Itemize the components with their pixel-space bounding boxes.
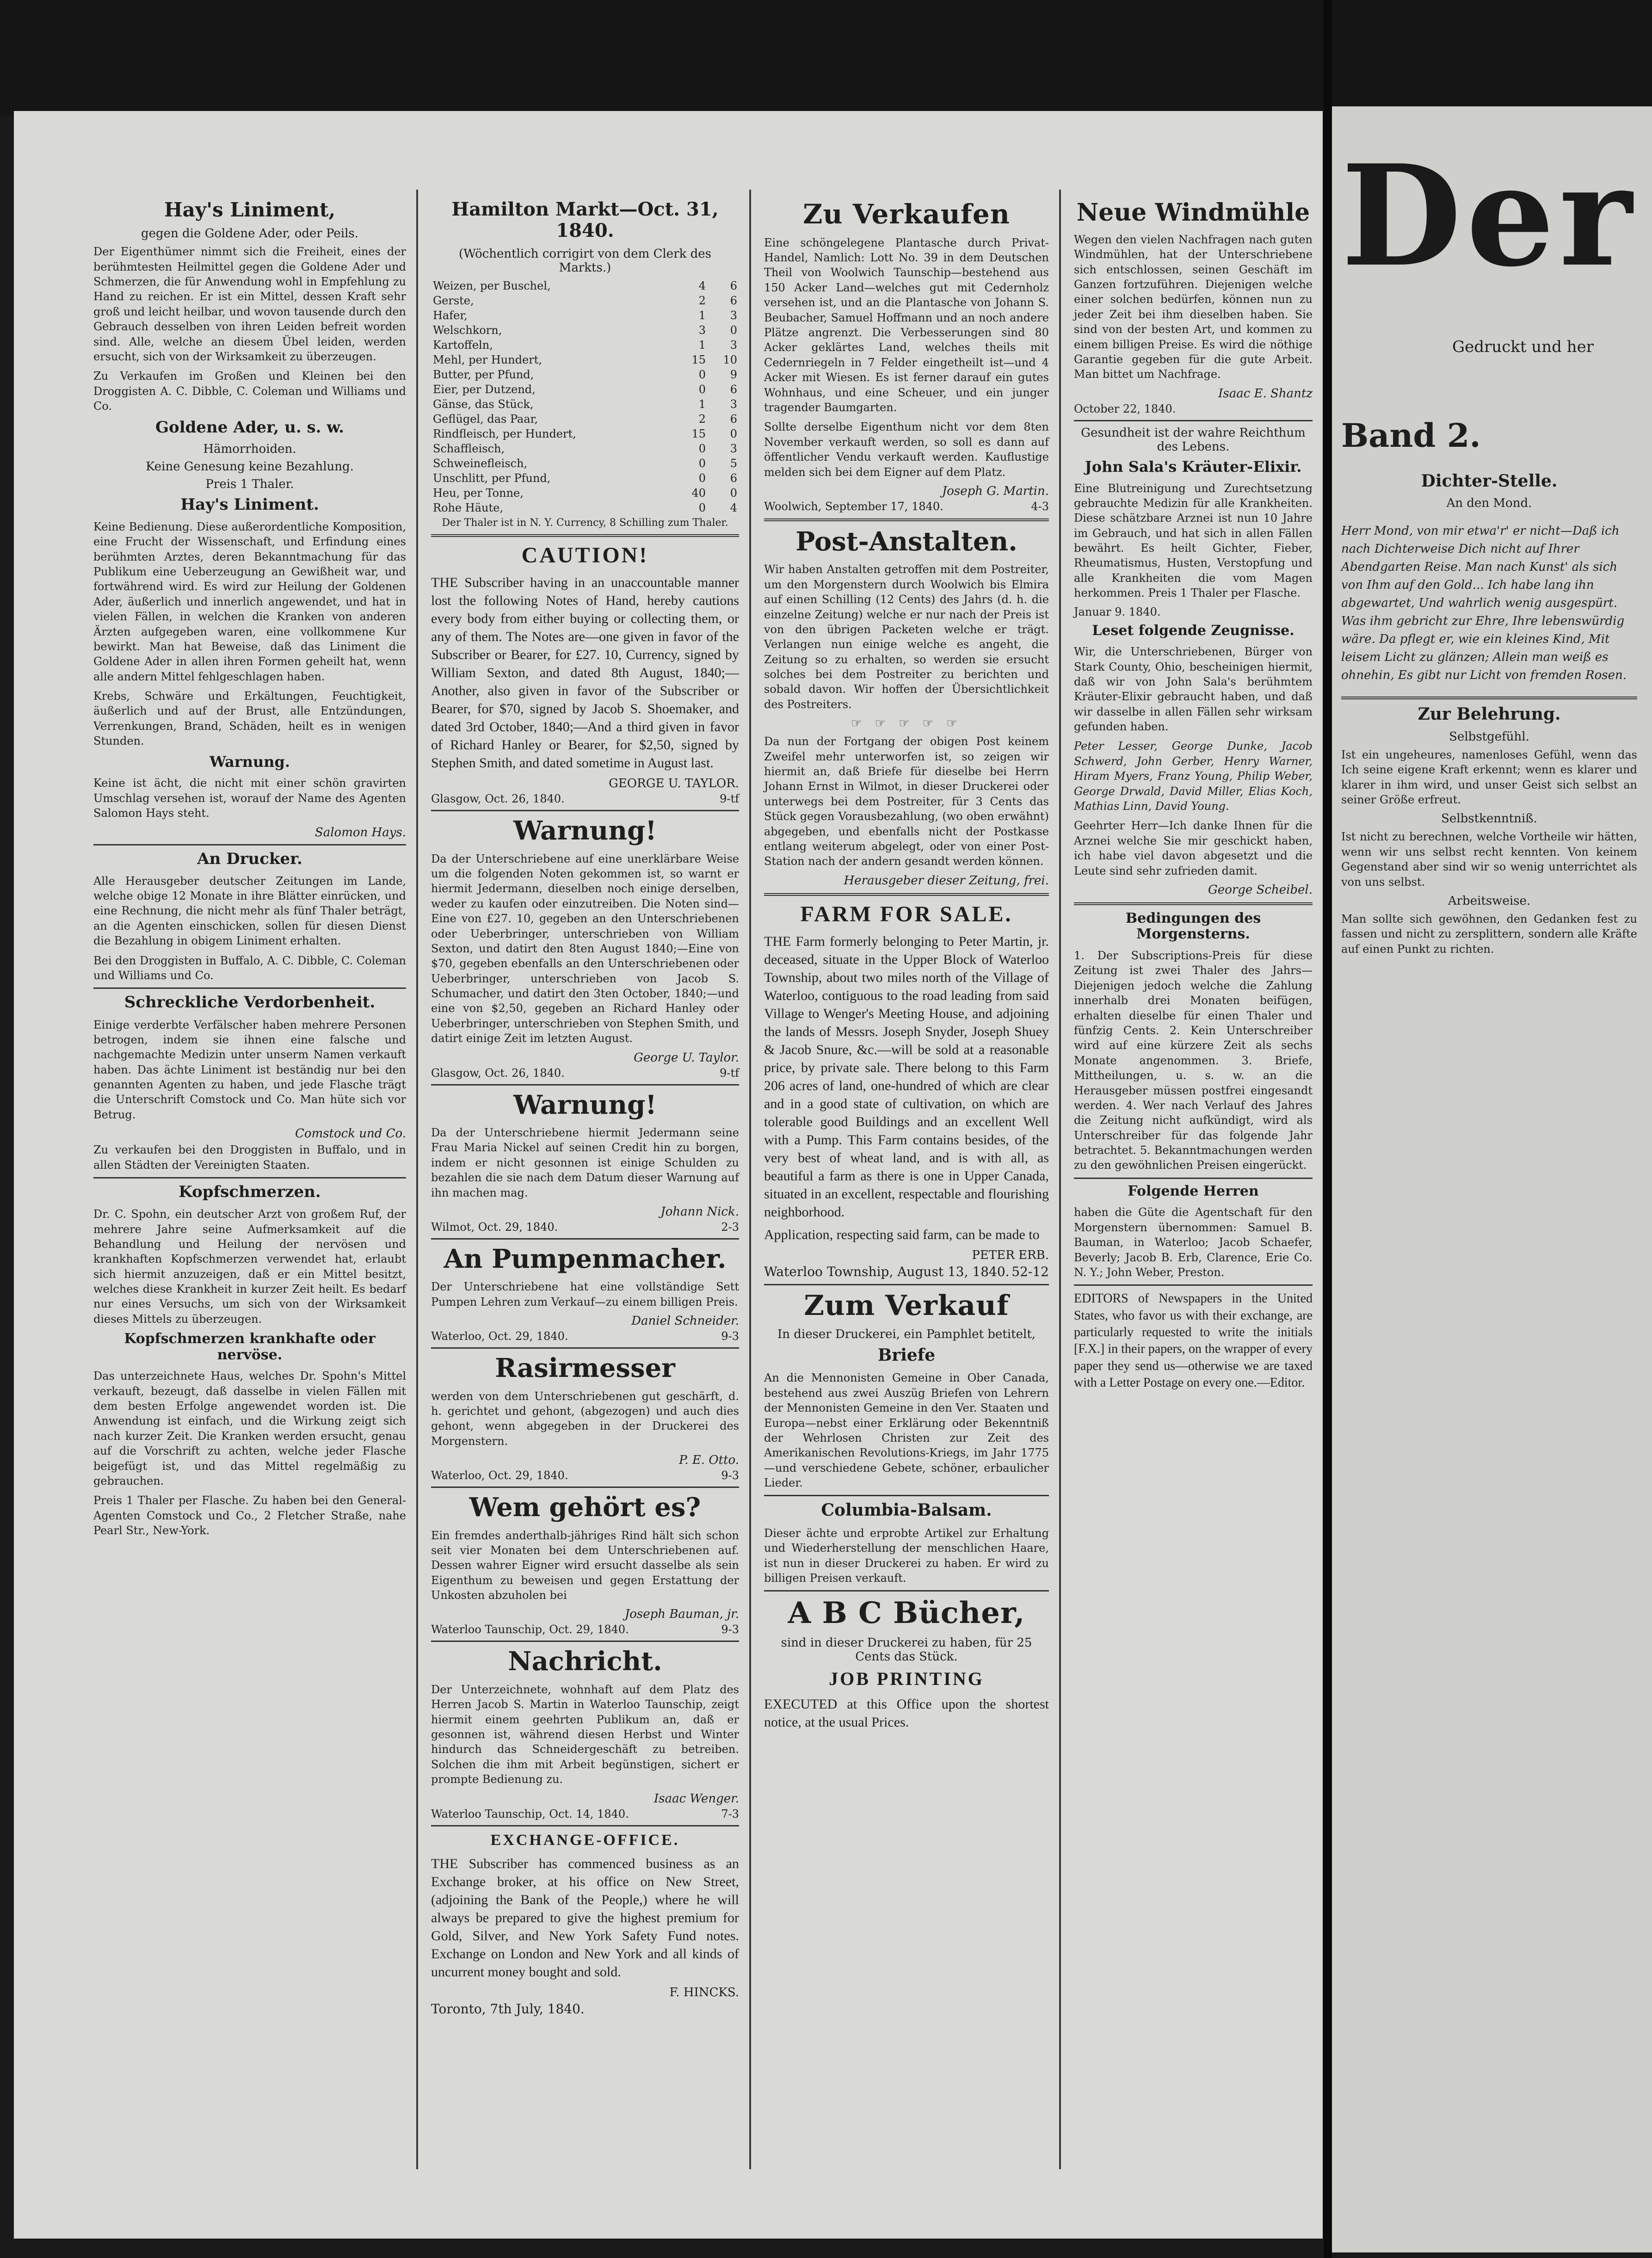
windmill-signature: Isaac E. Shantz — [1218, 386, 1313, 401]
market-price: 3 — [698, 324, 706, 337]
market-item: Kartoffeln, — [433, 339, 493, 352]
self-feeling-heading: Selbstgefühl. — [1449, 729, 1529, 744]
elixir-text: Eine Blutreinigung und Zurechtsetzung gebrauchte Medizin für alle Krankheiten. Diese schätzbare Arznei ist nun 10 Jahre im Gebrauch, und hat sich in allen Fällen bewährt. Es heilt Gichter, Fieber, Rheumatismus, Husten, Verstopfung und alle Krankheiten die vom Magen herkommen. Preis 1 Thaler per Flasche. — [1074, 481, 1313, 600]
scan-border-top — [0, 0, 1652, 116]
testimonials-heading: Leset folgende Zeugnisse. — [1092, 622, 1294, 639]
warning-1-heading: Warnung! — [513, 815, 657, 846]
hays-liniment-uses: Krebs, Schwäre und Erkältungen, Feuchtigkeit, äußerlich und auf der Brust, alle Entzündungen, Verrenkungen, Brand, Schäden, heilt es in wenigen Stunden. — [93, 690, 406, 748]
farm-for-sale-heading: FARM FOR SALE. — [800, 901, 1013, 926]
post-office-heading: Post-Anstalten. — [795, 526, 1017, 557]
for-sale-date: Woolwich, September 17, 1840. 4-3 — [764, 500, 1049, 513]
page-gutter — [1324, 0, 1332, 2258]
job-printing-text: EXECUTED at this Office upon the shortest notice, at the usual Prices. — [764, 1697, 1049, 1730]
exchange-office-heading: EXCHANGE-OFFICE. — [490, 1831, 680, 1849]
market-row — [431, 293, 739, 308]
exchange-office-text: THE Subscriber has commenced business as an Exchange broker, at his office on New Street, (adjoining the Bank of the People,) where he will always be prepared to give the highest premium for Gold, Silver, and New York Safety Fund notes. Exchange on London and New York and all kinds of uncurrent money bought and sold. — [431, 1856, 739, 1980]
hemorrhoids-label: Hämorrhoiden. — [203, 442, 296, 456]
whose-is-it-signature: Joseph Bauman, jr. — [624, 1607, 739, 1622]
warning-1-signature: George U. Taylor. — [634, 1050, 739, 1065]
market-row — [431, 471, 739, 486]
divider — [764, 1590, 1049, 1592]
windmill-text: Wegen den vielen Nachfragen nach guten Windmühlen, hat der Unterschriebene sich entschlossen, seinen Geschäft im Ganzen fortzuführen. Diejenigen welche einer solchen bedürfen, können nun zu jeder Zeit bei ihm dieselben haben. Sie sind von der besten Art, und kommen zu einem billigen Preise. Es wird die nöthige Garantie gegeben für die gute Arbeit. Man bittet um Nachfrage. — [1074, 233, 1313, 381]
market-row — [431, 382, 739, 397]
whose-is-it-text: Ein fremdes anderthalb-jähriges Rind hält sich schon seit vier Monaten bei dem Unterschriebenen auf. Dessen wahrer Eigner wird ersucht dasselbe als sein Eigenthum zu beweisen und gegen Erstattung der Unkosten abzuholen bei — [431, 1529, 739, 1602]
zum-verkauf-heading: Zum Verkauf — [804, 1289, 1009, 1322]
hays-liniment-agents: Zu Verkaufen im Großen und Kleinen bei den Droggisten A. C. Dibble, C. Coleman und Williams und Co. — [93, 370, 406, 413]
poet-corner-heading: Dichter-Stelle. — [1421, 471, 1558, 491]
market-item: Geflügel, das Paar, — [433, 413, 538, 426]
market-price: 0 — [730, 324, 737, 337]
caution-signature: GEORGE U. TAYLOR. — [609, 777, 739, 791]
market-row — [431, 367, 739, 382]
market-item: Mehl, per Hundert, — [433, 353, 542, 366]
divider — [1074, 1178, 1313, 1179]
market-price: 0 — [730, 487, 737, 500]
market-price: 0 — [698, 368, 706, 381]
market-item: Rindfleisch, per Hundert, — [433, 427, 576, 440]
market-row — [431, 352, 739, 367]
corruption-heading: Schreckliche Verdorbenheit. — [124, 993, 376, 1012]
market-note: Der Thaler ist in N. Y. Currency, 8 Schilling zum Thaler. — [442, 517, 728, 529]
corruption-text: Einige verderbte Verfälscher haben mehrere Personen betrogen, indem sie ihnen eine falsche und nachgemachte Medizin unter unserm Namen verkauft haben. Das ächte Liniment ist beständig nur bei den genannten Agenten zu haben, und jede Flasche trägt die Unterschrift Comstock und Co. Man hüte sich vor Betrug. — [93, 1018, 406, 1121]
warning-heading: Warnung. — [209, 753, 290, 771]
market-item: Hafer, — [433, 309, 468, 322]
for-sale-heading: Zu Verkaufen — [803, 198, 1010, 230]
divider — [764, 1284, 1049, 1285]
market-item: Schaffleisch, — [433, 442, 505, 455]
market-price: 0 — [698, 442, 706, 455]
masthead-title: Der — [1341, 134, 1637, 297]
market-row — [431, 441, 739, 456]
column-1 — [83, 194, 416, 1543]
market-row — [431, 397, 739, 412]
headache-text: Dr. C. Spohn, ein deutscher Arzt von großem Ruf, der mehrere Jahre seine Aufmerksamkeit auf die Behandlung und Heilung der nervösen und krankhaften Kopfschmerzen verwendet hat, erlaubt sich hiermit anzuzeigen, daß er ein Mittel besitzt, welches diese Krankheit in kurzer Zeit heilt. Es bedarf nur eines Versuchs, um sich von der Wirksamkeit dieses Mittels zu überzeugen. — [93, 1208, 406, 1326]
right-page-column — [1341, 467, 1637, 961]
market-item: Welschkorn, — [433, 324, 502, 337]
market-price: 0 — [730, 427, 737, 440]
warning-2-date: Wilmot, Oct. 29, 1840. 2-3 — [431, 1221, 739, 1234]
column-rule — [416, 190, 418, 2169]
elixir-date: Januar 9. 1840. — [1074, 605, 1161, 618]
market-item: Schweinefleisch, — [433, 457, 528, 470]
market-price: 1 — [698, 398, 706, 411]
hays-liniment-heading: Hay's Liniment, — [164, 198, 336, 221]
warning-2-signature: Johann Nick. — [660, 1205, 739, 1219]
market-row — [431, 278, 739, 293]
headache-subheading: Kopfschmerzen krankhafte oder nervöse. — [124, 1331, 376, 1363]
market-item: Unschlitt, per Pfund, — [433, 472, 551, 485]
column-rule — [1059, 190, 1061, 2169]
pump-maker-text: Der Unterschriebene hat eine vollständige Sett Pumpen Lehren zum Verkauf—zu einem billigen Preis. — [431, 1280, 739, 1308]
market-price: 1 — [698, 309, 706, 322]
divider — [764, 1495, 1049, 1496]
market-item: Butter, per Pfund, — [433, 368, 534, 381]
market-price: 6 — [730, 413, 737, 426]
market-row — [431, 323, 739, 338]
no-cure-no-pay: Keine Genesung keine Bezahlung. — [146, 459, 354, 474]
notice-date: Waterloo Taunschip, Oct. 14, 1840. 7-3 — [431, 1807, 739, 1820]
razor-signature: P. E. Otto. — [679, 1453, 739, 1468]
masthead-printed-line: Gedruckt und her — [1452, 338, 1594, 356]
elixir-intro: Gesundheit ist der wahre Reichthum des Lebens. — [1081, 426, 1306, 454]
pump-maker-heading: An Pumpenmacher. — [444, 1244, 727, 1274]
post-office-text: Wir haben Anstalten getroffen mit dem Postreiter, um den Morgenstern durch Woolwich bis Elmira auf einen Schilling (12 Cents) des Jahrs (d. h. die einzelne Zeitung) welche er nur nach der Preis ist von den übrigen Packeten welche er trägt. Verlangen nun einige welche es angeht, die Zeitung so zu erhalten, so werden sie ersucht solches bei dem Postreiter zu berichten und sobald davon. Wir hoffen der Übersichtlichkeit des Postreiters. — [764, 563, 1049, 711]
letters-heading: Briefe — [877, 1345, 936, 1365]
price-label: Preis 1 Thaler. — [205, 477, 294, 491]
market-title: Hamilton Markt—Oct. 31, 1840. — [451, 198, 719, 241]
divider — [431, 534, 739, 537]
market-row — [431, 426, 739, 441]
divider — [431, 1825, 739, 1826]
for-sale-text: Eine schöngelegene Plantasche durch Privat-Handel, Namlich: Lott No. 39 in dem Deutschen Theil von Woolwich Taunschip—bestehend aus 150 Acker Land—welches gut mit Cedernholz versehen ist, und an die Plantasche von Johann S. Beubacher, Samuel Hoffmann und an noch andere Plätze angrenzt. Die Verbesserungen sind 80 Acker geklärtes Land, welches theils mit Cedernriegeln in 7 Felder eingetheilt ist—und 4 Acker mit Wiesen. Es ist ferner darauf ein gutes Wohnhaus, und eine Scheuer, und ein junger tragender Baumgarten. — [764, 236, 1049, 414]
divider — [93, 844, 406, 845]
market-price: 0 — [698, 472, 706, 485]
instruction-heading: Zur Belehrung. — [1418, 704, 1561, 724]
market-item: Gänse, das Stück, — [433, 398, 534, 411]
sale-locations: Zu verkaufen bei den Droggisten in Buffalo, und in allen Städten der Vereinigten Staaten. — [93, 1143, 406, 1172]
market-price: 0 — [698, 457, 706, 470]
notice-text: Der Unterzeichnete, wohnhaft auf dem Platz des Herren Jacob S. Martin in Waterloo Taunschip, zeigt hiermit einem geehrten Publikum an, daß er gesonnen ist, während diesen Herbst und Winter hindurch das Schneidergeschäft zu betreiben. Solchen die ihm mit Arbeit begünstigen, sichert er prompte Bedienung zu. — [431, 1683, 739, 1786]
hays-liniment-heading-2: Hay's Liniment. — [180, 495, 319, 514]
market-price: 3 — [730, 309, 737, 322]
market-price: 15 — [691, 427, 706, 440]
agents-heading: Folgende Herren — [1128, 1183, 1259, 1199]
pump-maker-date: Waterloo, Oct. 29, 1840. 9-3 — [431, 1330, 739, 1343]
terms-heading: Bedingungen des Morgensterns. — [1125, 910, 1261, 943]
columbia-balsam-text: Dieser ächte und erprobte Artikel zur Erhaltung und Wiederherstellung der menschlichen Haare, ist nun in dieser Druckerei zu haben. Er wird zu billigen Preisen verkauft. — [764, 1526, 1049, 1585]
hays-liniment-subheading: gegen die Goldene Ader, oder Peils. — [141, 227, 359, 241]
testimonials-names: Peter Lesser, George Dunke, Jacob Schwerd, John Gerber, Henry Warner, Hiram Myers, Franz Young, Philip Weber, George Drwald, David Miller, Elias Koch, Mathias Linn, David Young. — [1074, 740, 1313, 813]
market-item: Eier, per Dutzend, — [433, 383, 536, 396]
market-item: Weizen, per Buschel, — [433, 279, 551, 292]
market-row — [431, 338, 739, 352]
market-row — [431, 500, 739, 515]
market-row — [431, 412, 739, 426]
work-method-heading: Arbeitsweise. — [1448, 894, 1531, 908]
abc-books-subheading: sind in dieser Druckerei zu haben, für 25 Cents das Stück. — [781, 1636, 1032, 1664]
market-price: 40 — [691, 487, 706, 500]
market-price: 6 — [730, 472, 737, 485]
caution-date: Glasgow, Oct. 26, 1840. 9-tf — [431, 792, 739, 806]
hays-liniment-text: Der Eigenthümer nimmt sich die Freiheit, eines der berühmtesten Heilmittel gegen die Goldene Ader und Schmerzen, die für Anwendung wohl in Empfehlung zu Hand zu reichen. Er ist ein Mittel, dessen Kraft sehr groß und leicht heilbar, und wovon tausende durch den Gebrauch desselben von ihren Leiden befreit worden sind. Alle, welche an diesem Übel leiden, werden ersucht, sich von der Wirksamkeit zu überzeugen. — [93, 245, 406, 364]
market-price: 1 — [698, 339, 706, 352]
market-price: 4 — [698, 279, 706, 292]
market-price: 0 — [698, 383, 706, 396]
warning-1-date: Glasgow, Oct. 26, 1840. 9-tf — [431, 1066, 739, 1080]
caution-heading: CAUTION! — [521, 543, 649, 568]
agents-text: haben die Güte die Agentschaft für den Morgenstern übernommen: Samuel B. Bauman, in Waterloo; Jacob Schaefer, Beverly; Jacob B. Erb, Clarence, Erie Co. N. Y.; John Weber, Preston. — [1074, 1206, 1313, 1279]
warning-text: Keine ist ächt, die nicht mit einer schön gravirten Umschlag versehen ist, worauf der Name des Agenten Salomon Hays steht. — [93, 777, 406, 820]
market-price: 6 — [730, 294, 737, 307]
market-item: Gerste, — [433, 294, 474, 307]
divider — [431, 1347, 739, 1349]
market-price: 0 — [698, 501, 706, 514]
market-row — [431, 486, 739, 500]
divider — [764, 893, 1049, 896]
divider — [431, 1487, 739, 1488]
column-3 — [754, 194, 1059, 1736]
work-method-text: Man sollte sich gewöhnen, den Gedanken fest zu fassen und nicht zu zersplittern, sondern alle Kräfte auf einen Punkt zu richten. — [1341, 912, 1637, 956]
elixir-heading: John Sala's Kräuter-Elixir. — [1085, 457, 1302, 475]
columbia-balsam-heading: Columbia-Balsam. — [821, 1500, 992, 1520]
job-printing-heading: JOB PRINTING — [829, 1668, 984, 1689]
newspaper-page-left — [14, 111, 1325, 2239]
farm-for-sale-contact: Application, respecting said farm, can be made to — [764, 1227, 1040, 1242]
notice-signature: Isaac Wenger. — [653, 1791, 739, 1806]
headache-testimonial: Das unterzeichnete Haus, welches Dr. Spohn's Mittel verkauft, bezeugt, daß dasselbe in vielen Fällen mit dem besten Erfolge angewendet worden ist. Die Anwendung ist einfach, und die Wirkung zeigt sich nach kurzer Zeit. Die Kranken werden ersucht, genau auf die Vorschrift zu achten, welche jeder Flasche beigefügt ist, und das Mittel regelmäßig zu gebrauchen. — [93, 1370, 406, 1487]
divider — [93, 1177, 406, 1178]
market-price: 4 — [730, 501, 737, 514]
divider — [93, 987, 406, 989]
market-subtitle: (Wöchentlich corrigirt von dem Clerk des Markts.) — [458, 247, 712, 275]
market-row — [431, 456, 739, 471]
razor-date: Waterloo, Oct. 29, 1840. 9-3 — [431, 1469, 739, 1482]
column-2 — [421, 194, 749, 2018]
headache-heading: Kopfschmerzen. — [179, 1183, 321, 1202]
divider — [764, 518, 1049, 521]
post-office-signature: Herausgeber dieser Zeitung, frei. — [844, 873, 1049, 888]
volume-label: Band 2. — [1341, 416, 1481, 455]
market-item: Rohe Häute, — [433, 501, 503, 514]
terms-text: 1. Der Subscriptions-Preis für diese Zeitung ist zwei Thaler des Jahrs—Diejenigen jedoch welche die Zahlung innerhalb drei Monaten beifügen, erhalten dieselbe für einen Thaler und fünfzig Cents. 2. Kein Unterschreiber wird auf eine kürzere Zeit als sechs Monate angenommen. 3. Briefe, Mittheilungen, u. s. w. an die Herausgeber müssen postfrei eingesandt werden. 4. Wer nach Verlauf des Jahres die Zeitung nicht aufkündigt, wird als Unterschreiber für das folgende Jahr betrachtet. 5. Bekanntmachungen werden zu den gewöhnlichen Preisen eingerückt. — [1074, 949, 1313, 1172]
hand-pointer-icons: ☞ ☞ ☞ ☞ ☞ — [851, 716, 962, 731]
market-price: 3 — [730, 442, 737, 455]
divider — [431, 1641, 739, 1642]
market-price: 2 — [698, 413, 706, 426]
market-price-table — [431, 278, 739, 515]
buffalo-druggists: Bei den Droggisten in Buffalo, A. C. Dibble, C. Coleman und Williams und Co. — [93, 954, 406, 982]
farm-for-sale-signature: PETER ERB. — [972, 1248, 1049, 1262]
market-price: 15 — [691, 353, 706, 366]
divider — [1074, 420, 1313, 421]
razor-text: werden von dem Unterschriebenen gut geschärft, d. h. gerichtet und gehont, (abgezogen) und auch dies gehont, wenn abgegeben in der Druckerei des Morgenstern. — [431, 1389, 739, 1448]
market-price: 6 — [730, 279, 737, 292]
testimonial-letter: Geehrter Herr—Ich danke Ihnen für die Arznei welche Sie mir geschickt haben, ich habe viel davon abgesetzt und die Leute sind sehr zufrieden damit. — [1074, 819, 1313, 877]
whose-is-it-date: Waterloo Taunschip, Oct. 29, 1840. 9-3 — [431, 1623, 739, 1636]
warning-2-text: Da der Unterschriebene hiermit Jedermann seine Frau Maria Nickel auf seinen Credit hin zu borgen, indem er nicht gesonnen ist einige Schulden zu bezahlen die sie nach dem Datum dieser Warnung auf ihn machen mag. — [431, 1126, 739, 1199]
abc-books-heading: A B C Bücher, — [788, 1596, 1025, 1631]
self-feeling-text: Ist ein ungeheures, namenloses Gefühl, wenn das Ich seine eigene Kraft erkennt; wenn es klarer und klarer in ihm wird, und unser Geist sich selbst an seiner Größe erfreut. — [1341, 748, 1637, 806]
exchange-office-signature: F. HINCKS. — [669, 1985, 739, 1999]
printers-text: Alle Herausgeber deutscher Zeitungen im Lande, welche obige 12 Monate in ihre Blätter einrücken, und eine Rechnung, die nicht mehr als fünf Thaler beträgt, an die Agenten einschicken, sollen für diesen Dienst die Bezahlung in obigem Liniment erhalten. — [93, 874, 406, 948]
market-row — [431, 308, 739, 323]
warning-1-text: Da der Unterschriebene auf eine unerklärbare Weise um die folgenden Noten gekommen ist, so warnt er hiermit Jedermann, dieselben noch einige derselben, weder zu kaufen oder einzutreiben. Die Noten sind—Eine von £27. 10, gegeben an den Unterschriebenen oder Ueberbringer, unterschrieben von William Sexton, und datirt den 8ten August 1840;—Eine von $70, gegeben ebenfalls an den Unterschriebenen oder Ueberbringer, unterschrieben von Jacob S. Schumacher, und datirt den 3ten October, 1840;—und eine von $2,50, gegeben an Richard Hanley oder Ueberbringer, unterschrieben von Stephen Smith, und datirt einige Zeit im letzten August. — [431, 852, 739, 1045]
farm-for-sale-date: Waterloo Township, August 13, 1840. 52-12 — [764, 1264, 1049, 1279]
divider — [431, 1084, 739, 1086]
column-rule — [749, 190, 751, 2169]
market-price: 5 — [730, 457, 737, 470]
market-item: Heu, per Tonne, — [433, 487, 524, 500]
poem-title: An den Mond. — [1446, 496, 1532, 511]
hays-liniment-description: Keine Bedienung. Diese außerordentliche Komposition, eine Frucht der Wissenschaft, und Erfindung eines berühmten Arztes, deren Bekanntmachung für das Publikum eine Ueberzeugung an Gewißheit war, und fortwährend wird. Es wird zur Heilung der Goldenen Ader, äußerlich und innerlich angewendet, und hat in vielen Fällen, in welchen die Kranken von anderen Ärzten aufgegeben waren, eine vollkommene Kur bewirkt. Man hat Beweise, daß das Liniment die Goldene Ader in allen ihren Formen geheilt hat, wenn alle andern Mittel fehlgeschlagen haben. — [93, 520, 406, 683]
windmill-heading: Neue Windmühle — [1076, 198, 1310, 227]
divider — [431, 1238, 739, 1240]
post-office-text-2: Da nun der Fortgang der obigen Post keinem Zweifel mehr unterworfen ist, so zeigen wir hiermit an, daß Briefe für dieselbe bei Herrn Johann Ernst in Wilmot, in dieser Druckerei oder unterwegs bei dem Postreiter, für 3 Cents das Stück gegen Vorausbezahlung, (wo oben erwähnt) abgegeben, und ebenfalls nicht der Postkasse entlang weiterum abgelegt, oder von einer Post-Station nach der andern gesandt werden können. — [764, 735, 1049, 868]
testimonials-text: Wir, die Unterschriebenen, Bürger von Stark County, Ohio, bescheinigen hiermit, daß wir von John Sala's berühmtem Kräuter-Elixir gebraucht haben, und daß wir dasselbe in allen Fällen sehr wirksam gefunden haben. — [1074, 645, 1313, 734]
divider — [431, 810, 739, 811]
razor-heading: Rasirmesser — [495, 1353, 675, 1384]
printers-heading: An Drucker. — [197, 849, 302, 868]
newspaper-page-right — [1332, 106, 1652, 2252]
divider — [1074, 902, 1313, 905]
divider — [1341, 697, 1637, 699]
caution-text: THE Subscriber having in an unaccountable manner lost the following Notes of Hand, hereby cautions every body from either buying or collecting them, or any of them. The Notes are—one given in favor of the Subscriber or Bearer, for £27. 10, Currency, signed by William Sexton, and dated 8th August, 1840;—Another, also given in favor of the Subscriber or Bearer, for $70, signed by Jacob S. Shoemaker, and dated 3rd October, 1840;—And a third given in favor of Richard Hanley or Bearer, for $2,50, signed by Stephen Smith, and dated sometime in August last. — [431, 575, 739, 771]
letters-text: An die Mennonisten Gemeine in Ober Canada, bestehend aus zwei Auszüg Briefen von Lehrern der Mennonisten Gemeine in den Ver. Staaten und Europa—nebst einer Erklärung oder Bekenntniß der Wehrlosen Christen zur Zeit des Amerikanischen Revolutions-Kriegs, im Jahr 1775—und verschiedene Gebete, schöner, erbaulicher Lieder. — [764, 1371, 1049, 1490]
market-price: 10 — [723, 353, 737, 366]
warning-2-heading: Warnung! — [513, 1089, 657, 1120]
farm-for-sale-text: THE Farm formerly belonging to Peter Martin, jr. deceased, situate in the Upper Block of Waterloo Township, about two miles north of the Village of Waterloo, contiguous to the road leading from said Village to Wenger's Meeting House, and adjoining the lands of Messrs. Joseph Snyder, Joseph Shuey & Jacob Snure, &c.—will be sold at a reasonable price, by private sale. There belong to this Farm 206 acres of land, one-hundred of which are clear and in a good state of cultivation, on which are tolerable good Buildings and an excellent Well with a Pump. This Farm contains besides, of the very best of wheat land, and is with all, as beautiful a farm as there is one in Upper Canada, situated in an excellent, respectable and flourishing neighborhood. — [764, 933, 1049, 1220]
comstock-signature: Comstock und Co. — [295, 1127, 406, 1141]
notice-heading: Nachricht. — [508, 1646, 662, 1677]
windmill-date: October 22, 1840. — [1074, 402, 1176, 415]
salomon-hays-signature: Salomon Hays. — [314, 825, 406, 839]
market-price: 6 — [730, 383, 737, 396]
testimonial-signature: George Scheibel. — [1208, 882, 1313, 897]
column-4 — [1064, 194, 1323, 1396]
exchange-office-date: Toronto, 7th July, 1840. — [431, 2001, 585, 2017]
editors-notice: EDITORS of Newspapers in the United States, who favor us with their exchange, are particularly requested to write the initials [F.X.] in their papers, on the wrapper of every paper they send us—otherwise we are taxed with a Letter Postage on every one.—Editor. — [1074, 1291, 1313, 1390]
headache-price: Preis 1 Thaler per Flasche. Zu haben bei den General-Agenten Comstock und Co., 2 Fletcher Straße, nahe Pearl Str., New-York. — [93, 1494, 406, 1537]
market-price: 3 — [730, 398, 737, 411]
for-sale-signature: Joseph G. Martin. — [942, 484, 1049, 498]
divider — [1074, 1284, 1313, 1286]
market-price: 9 — [730, 368, 737, 381]
self-knowledge-heading: Selbstkenntniß. — [1441, 812, 1537, 826]
self-knowledge-text: Ist nicht zu berechnen, welche Vortheile wir hätten, wenn wir uns selbst recht kennten. Von keinem Gegenstand aber sind wir so wenig unterrichtet als von uns selbst. — [1341, 830, 1637, 888]
zum-verkauf-subheading: In dieser Druckerei, ein Pamphlet betitelt, — [777, 1327, 1036, 1341]
poem-text: Herr Mond, von mir etwa'r' er nicht—Daß ich nach Dichterweise Dich nicht auf Ihrer Abendgarten Reise. Man nach Kunst' als sich von Ihm auf den Gold... Ich habe lang ihn abgewartet, Und wahrlich wenig ausgespürt. Was ihm gebricht zur Ehre, Ihre lebenswürdig wäre. Da pflegt er, wie ein kleines Kind, Mit leisem Licht zu glänzen; Allein man weiß es ohnehin, Es gibt nur Licht von fremden Rosen. — [1341, 524, 1627, 683]
whose-is-it-heading: Wem gehört es? — [469, 1492, 701, 1523]
goldene-ader-heading: Goldene Ader, u. s. w. — [155, 418, 345, 437]
pump-maker-signature: Daniel Schneider. — [631, 1314, 739, 1328]
for-sale-text-2: Sollte derselbe Eigenthum nicht vor dem 8ten November verkauft werden, so soll es dann auf öffentlicher Vendu verkauft werden. Kauflustige melden sich bei dem Eigner auf dem Platz. — [764, 420, 1049, 479]
market-price: 2 — [698, 294, 706, 307]
market-price: 3 — [730, 339, 737, 352]
